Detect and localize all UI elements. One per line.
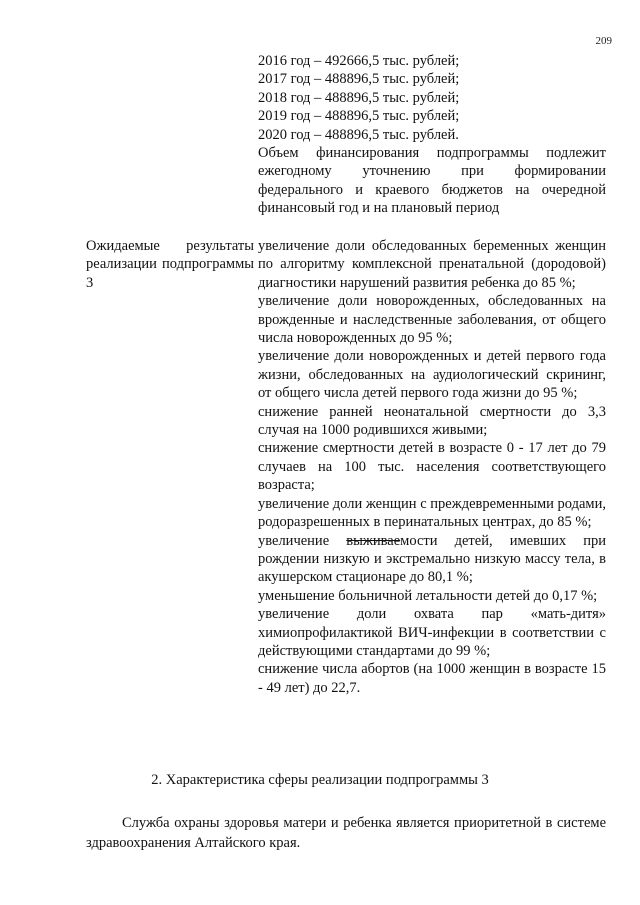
result-item-survival-start: увеличение xyxy=(258,532,347,549)
result-item: увеличение доли обследованных беременных женщин по алгоритму комплексной пренатальной (дородовой) диагностики нарушений развития ребенка до 85 %; xyxy=(258,238,606,291)
result-item: снижение числа абортов (на 1000 женщин в возрасте 15 - 49 лет) до 22,7. xyxy=(258,661,606,696)
financing-year-line: 2020 год – 488896,5 тыс. рублей. xyxy=(258,126,459,143)
result-item-survival-rest: мости детей, имевших при рождении низкую и экстремально низкую массу тела, в акушерском стационаре до 80,1 %; xyxy=(258,532,606,586)
financing-year-line: 2018 год – 488896,5 тыс. рублей; xyxy=(258,89,460,106)
result-item: увеличение доли новорожденных, обследованных на врожденные и наследственные заболевания, от общего числа новорожденных до 95 %; xyxy=(258,293,606,347)
result-item: увеличение доли новорожденных и детей первого года жизни, обследованных на аудиологический скрининг, от общего числа детей первого года жизни до 95 %; xyxy=(258,348,606,402)
result-item: уменьшение больничной летальности детей до 0,17 %; xyxy=(258,587,598,604)
result-item: снижение ранней неонатальной смертности до 3,3 случая на 1000 родившихся живыми; xyxy=(258,403,606,439)
financing-note: Объем финансирования подпрограммы подлежит ежегодному уточнению при формировании федерального и краевого бюджетов на очередной финансовый год и на плановый период xyxy=(258,145,606,217)
financing-block xyxy=(258,52,606,218)
struck-text: выживае xyxy=(346,532,401,549)
body-paragraph: Служба охраны здоровья матери и ребенка является приоритетной в системе здравоохранения Алтайского края. xyxy=(86,815,606,851)
page-number: 209 xyxy=(595,35,612,47)
section-heading: 2. Характеристика сферы реализации подпрограммы 3 xyxy=(151,772,489,788)
result-item: увеличение доли охвата пар «мать-дитя» химиопрофилактикой ВИЧ-инфекции в соответствии с действующими стандартами до 99 %; xyxy=(258,606,606,659)
expected-results-list xyxy=(258,237,606,697)
result-item: снижение смертности детей в возрасте 0 - 17 лет до 79 случаев на 100 тыс. населения соответствующего возраста; xyxy=(258,440,606,494)
financing-year-line: 2017 год – 488896,5 тыс. рублей; xyxy=(258,71,460,88)
financing-year-line: 2019 год – 488896,5 тыс. рублей; xyxy=(258,108,460,125)
expected-results-label: Ожидаемые результаты реализации подпрограммы 3 xyxy=(86,238,254,291)
result-item: увеличение доли женщин с преждевременными родами, родоразрешенных в перинатальных центрах, до 85 %; xyxy=(258,495,606,531)
result-item-survival xyxy=(258,532,606,587)
financing-year-line: 2016 год – 492666,5 тыс. рублей; xyxy=(258,53,460,69)
